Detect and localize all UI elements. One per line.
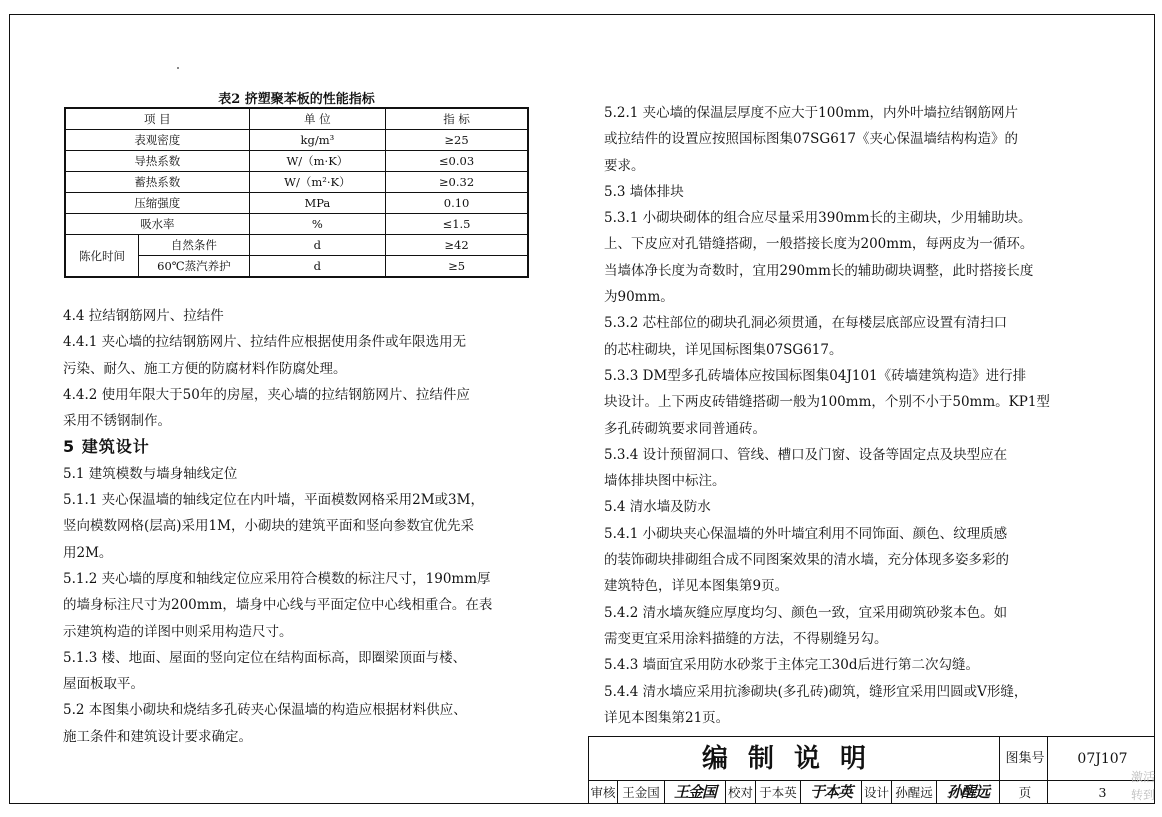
table-header-row [65, 108, 528, 130]
text-line: 5.2 本图集小砌块和烧结多孔砖夹心保温墙的构造应根据材料供应、 [63, 702, 467, 719]
design-name: 孙醒远 [895, 785, 933, 800]
text-line: 采用不锈钢制作。 [63, 413, 171, 430]
row-item: 表观密度 [65, 130, 249, 151]
divider [1047, 737, 1048, 781]
text-line: 5.3.2 芯柱部位的砌块孔洞必须贯通，在每楼层底部应设置有清扫口 [604, 315, 1008, 332]
text-line: 污染、耐久、施工方便的防腐材料作防腐处理。 [63, 360, 347, 377]
header-item: 项 目 [65, 108, 249, 130]
row-unit: W/（m²·K） [249, 172, 385, 193]
watermark-line: 转到 [1131, 788, 1156, 802]
text-line: 要求。 [604, 157, 645, 174]
text-line: 用2M。 [63, 544, 113, 561]
review-label: 审核 [590, 785, 616, 800]
text-line: 的芯柱砌块，详见国标图集07SG617。 [604, 341, 843, 358]
text-line: 或拉结件的设置应按照国标图集07SG617《夹心保温墙结构构造》的 [604, 131, 1018, 148]
text-line: 当墙体净长度为奇数时，宜用290mm长的辅助砌块调整，此时搭接长度 [604, 262, 1034, 279]
text-line: 5.4 清水墙及防水 [604, 499, 711, 516]
text-line: 4.4 拉结钢筋网片、拉结件 [63, 308, 224, 324]
row-value: ≥0.32 [386, 172, 528, 193]
text-line: 上、下皮应对孔错缝搭砌，一般搭接长度为200mm，每两皮为一循环。 [604, 236, 1034, 253]
row-unit: % [249, 214, 385, 235]
right-text-column [604, 100, 1084, 731]
row-unit: W/（m·K） [249, 151, 385, 172]
text-line: 示建筑构造的详图中则采用构造尺寸。 [63, 623, 293, 640]
design-signature: 孙醒远 [946, 783, 989, 801]
text-line: 5.3.1 小砌块砌体的组合应尽量采用390mm长的主砌块，少用辅助块。 [604, 210, 1032, 227]
design-label: 设计 [863, 785, 889, 800]
aging-label: 陈化时间 [65, 235, 139, 278]
table-row [65, 193, 528, 214]
text-line: 5.1.2 夹心墙的厚度和轴线定位应采用符合模数的标注尺寸，190mm厚 [63, 570, 491, 587]
header-unit: 单 位 [249, 108, 385, 130]
text-line: 5.3.3 DM型多孔砖墙体应按国标图集04J101《砖墙建筑构造》进行排 [604, 367, 1027, 384]
row-value: ≥42 [386, 235, 528, 256]
row-unit: MPa [249, 193, 385, 214]
text-line: 4.4.2 使用年限大于50年的房屋，夹心墙的拉结钢筋网片、拉结件应 [63, 386, 470, 403]
divider [999, 781, 1000, 804]
page-number: 3 [1098, 785, 1107, 800]
table-row [65, 172, 528, 193]
text-line: 5.1 建筑模数与墙身轴线定位 [63, 465, 238, 482]
text-line: 为90mm。 [604, 289, 674, 306]
text-line: 施工条件和建筑设计要求确定。 [63, 728, 252, 745]
scan-speck [177, 67, 179, 69]
row-value: ≥5 [386, 256, 528, 278]
text-line: 5.4.3 墙面宜采用防水砂浆于主体完工30d后进行第二次勾缝。 [604, 657, 979, 674]
table-row [65, 214, 528, 235]
left-text-column [63, 303, 533, 750]
watermark [1131, 768, 1155, 804]
check-signature: 于本英 [809, 783, 852, 801]
text-line: 墙体排块图中标注。 [604, 473, 726, 490]
atlas-number-label: 图集号 [1005, 751, 1045, 766]
performance-table [64, 107, 529, 278]
atlas-number: 07J107 [1077, 751, 1128, 767]
row-value: ≥25 [386, 130, 528, 151]
text-line: 块设计。上下两皮砖错缝搭砌一般为100mm，个别不小于50mm。KP1型 [604, 394, 1050, 411]
table-title: 表2 挤塑聚苯板的性能指标 [218, 92, 375, 107]
check-name: 于本英 [759, 785, 797, 800]
row-item: 蓄热系数 [65, 172, 249, 193]
text-line: 的墙身标注尺寸为200mm，墙身中心线与平面定位中心线相重合。在表 [63, 597, 493, 614]
row-unit: kg/m³ [249, 130, 385, 151]
review-name: 王金国 [622, 785, 660, 800]
divider [1047, 781, 1048, 804]
drawing-title: 编制说明 [701, 744, 886, 774]
text-line: 屋面板取平。 [63, 676, 144, 693]
text-line: 5.3 墙体排块 [604, 183, 684, 200]
text-line: 5.4.4 清水墙应采用抗渗砌块(多孔砖)砌筑，缝形宜采用凹圆或V形缝， [604, 683, 1028, 700]
text-line: 需变更宜采用涂料描缝的方法，不得剔缝另勾。 [604, 630, 888, 647]
row-value: ≤1.5 [386, 214, 528, 235]
watermark-line: 激活 [1131, 770, 1156, 784]
text-line: 5.1.1 夹心保温墙的轴线定位在内叶墙，平面模数网格采用2M或3M， [63, 492, 484, 509]
text-line: 5.4.2 清水墙灰缝应厚度均匀、颜色一致，宜采用砌筑砂浆本色。如 [604, 604, 1008, 621]
header-value: 指 标 [386, 108, 528, 130]
row-item: 自然条件 [139, 235, 250, 256]
text-line: 详见本图集第21页。 [604, 709, 730, 726]
text-line: 5.1.3 楼、地面、屋面的竖向定位在结构面标高，即圈梁顶面与楼、 [63, 649, 467, 666]
row-value: 0.10 [386, 193, 528, 214]
text-line: 建筑特色，详见本图集第9页。 [604, 578, 789, 595]
review-signature: 王金国 [673, 783, 716, 801]
page-label: 页 [1018, 785, 1032, 800]
row-item: 60℃蒸汽养护 [139, 256, 250, 278]
check-label: 校对 [727, 785, 753, 800]
text-line: 竖向模数网格(层高)采用1M，小砌块的建筑平面和竖向参数宜优先采 [63, 518, 474, 535]
text-line: 5.3.4 设计预留洞口、管线、槽口及门窗、设备等固定点及块型应在 [604, 446, 1008, 463]
table-row [65, 235, 528, 256]
table-row [65, 130, 528, 151]
row-value: ≤0.03 [386, 151, 528, 172]
row-item: 吸水率 [65, 214, 249, 235]
text-line: 4.4.1 夹心墙的拉结钢筋网片、拉结件应根据使用条件或年限选用无 [63, 334, 467, 351]
section-heading: 5 建筑设计 [63, 437, 150, 457]
title-block [588, 736, 1155, 804]
text-line: 多孔砖砌筑要求同普通砖。 [604, 420, 766, 437]
table-row [65, 151, 528, 172]
row-unit: d [249, 235, 385, 256]
text-line: 的装饰砌块排砌组合成不同图案效果的清水墙，充分体现多姿多彩的 [604, 552, 1009, 569]
divider [999, 737, 1000, 781]
text-line: 5.4.1 小砌块夹心保温墙的外叶墙宜利用不同饰面、颜色、纹理质感 [604, 525, 1008, 542]
row-item: 导热系数 [65, 151, 249, 172]
title-block-top-row [588, 736, 1155, 780]
title-block-signature-row [588, 780, 1155, 804]
row-item: 压缩强度 [65, 193, 249, 214]
text-line: 5.2.1 夹心墙的保温层厚度不应大于100mm，内外叶墙拉结钢筋网片 [604, 105, 1019, 121]
row-unit: d [249, 256, 385, 278]
